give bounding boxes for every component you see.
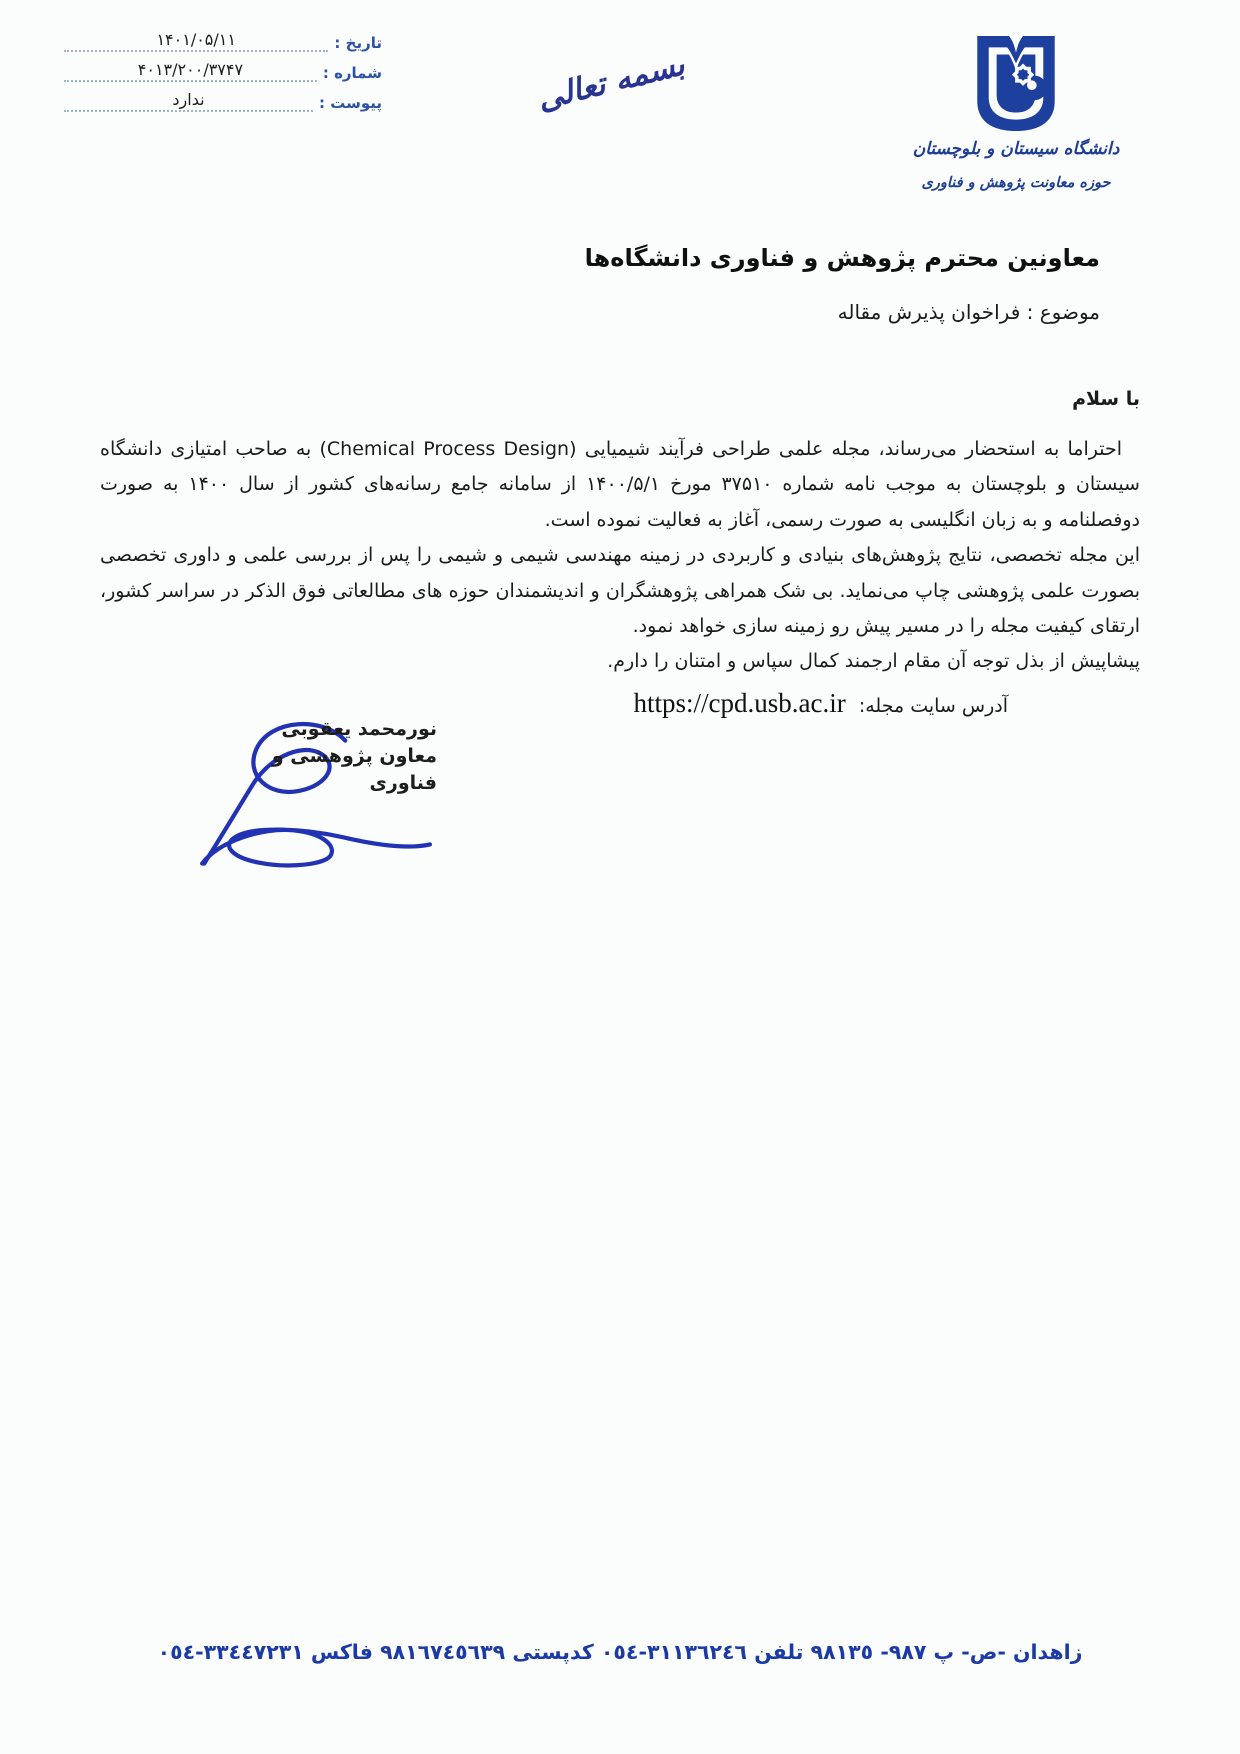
- paragraph-3: پیشاپیش از بذل توجه آن مقام ارجمند کمال سپاس و امتنان را دارم.: [607, 650, 1140, 673]
- attachment-value: ندارد: [64, 90, 313, 112]
- date-label: تاریخ :: [334, 34, 382, 52]
- attachment-label: پیوست :: [318, 94, 382, 112]
- letterhead: [866, 34, 1166, 191]
- number-label: شماره :: [322, 64, 382, 82]
- paragraph-1: احتراما به استحضار می‌رساند، مجله علمی طراحی فرآیند شیمیایی (Chemical Process Design) به صاحب امتیازی دانشگاه سیستان و بلوچستان به موجب نامه شماره ۳۷۵۱۰ مورخ ۱۴۰۰/۵/۱ از سامانه جامع رسانه‌های کشور از سال ۱۴۰۰ به صورت دوفصلنامه و به زبان انگلیسی به صورت رسمی، آغاز به فعالیت نموده است.: [100, 438, 1140, 531]
- university-logo-icon: [972, 34, 1060, 137]
- signer-name: نورمحمد یعقوبی: [281, 718, 437, 740]
- signature-block: [225, 716, 437, 797]
- meta-row-date: [64, 30, 382, 52]
- journal-website-line: [634, 688, 1008, 719]
- meta-row-attachment: [64, 90, 382, 112]
- website-url-link[interactable]: https://cpd.usb.ac.ir: [633, 688, 846, 718]
- website-label: آدرس سایت مجله:: [858, 695, 1008, 717]
- letter-body: [100, 432, 1140, 680]
- footer-address-line: زاهدان -ص- پ ٩٨٧- ٩٨١٣٥ تلفن ٣١١٣٦٢٤٦-٠٥٤ کدپستی ٩٨١٦٧٤٥٦٣٩ فاکس ٣٣٤٤٧٢٣١-٠٥٤: [157, 1640, 1083, 1664]
- besmellah-calligraphy: بسمه تعالی: [533, 46, 689, 118]
- department-name: حوزه معاونت پژوهش و فناوری: [921, 175, 1111, 191]
- number-value: ۴۰۱۳/۲۰۰/۳۷۴۷: [64, 60, 317, 82]
- paragraph-2: این مجله تخصصی، نتایج پژوهش‌های بنیادی و کاربردی در زمینه مهندسی شیمی و شیمی را پس از بررسی علمی و داوری تخصصی بصورت علمی پژوهشی چاپ می‌نماید. بی شک همراهی پژوهشگران و اندیشمندان حوزه های مطالعاتی فوق الذکر در سراسر کشور، ارتقای کیفیت مجله را در مسیر پیش رو زمینه سازی خواهد نمود.: [100, 544, 1140, 638]
- signer-title: معاون پژوهشی و فناوری: [271, 745, 437, 794]
- salutation: با سلام: [1072, 388, 1140, 410]
- recipient-title: معاونین محترم پژوهش و فناوری دانشگاه‌ها: [584, 244, 1100, 272]
- subject-line: موضوع : فراخوان پذیرش مقاله: [837, 300, 1100, 324]
- date-value: ۱۴۰۱/۰۵/۱۱: [64, 30, 328, 52]
- university-name: دانشگاه سیستان و بلوچستان: [912, 139, 1120, 159]
- meta-row-number: [64, 60, 382, 82]
- letter-meta-block: [64, 30, 382, 120]
